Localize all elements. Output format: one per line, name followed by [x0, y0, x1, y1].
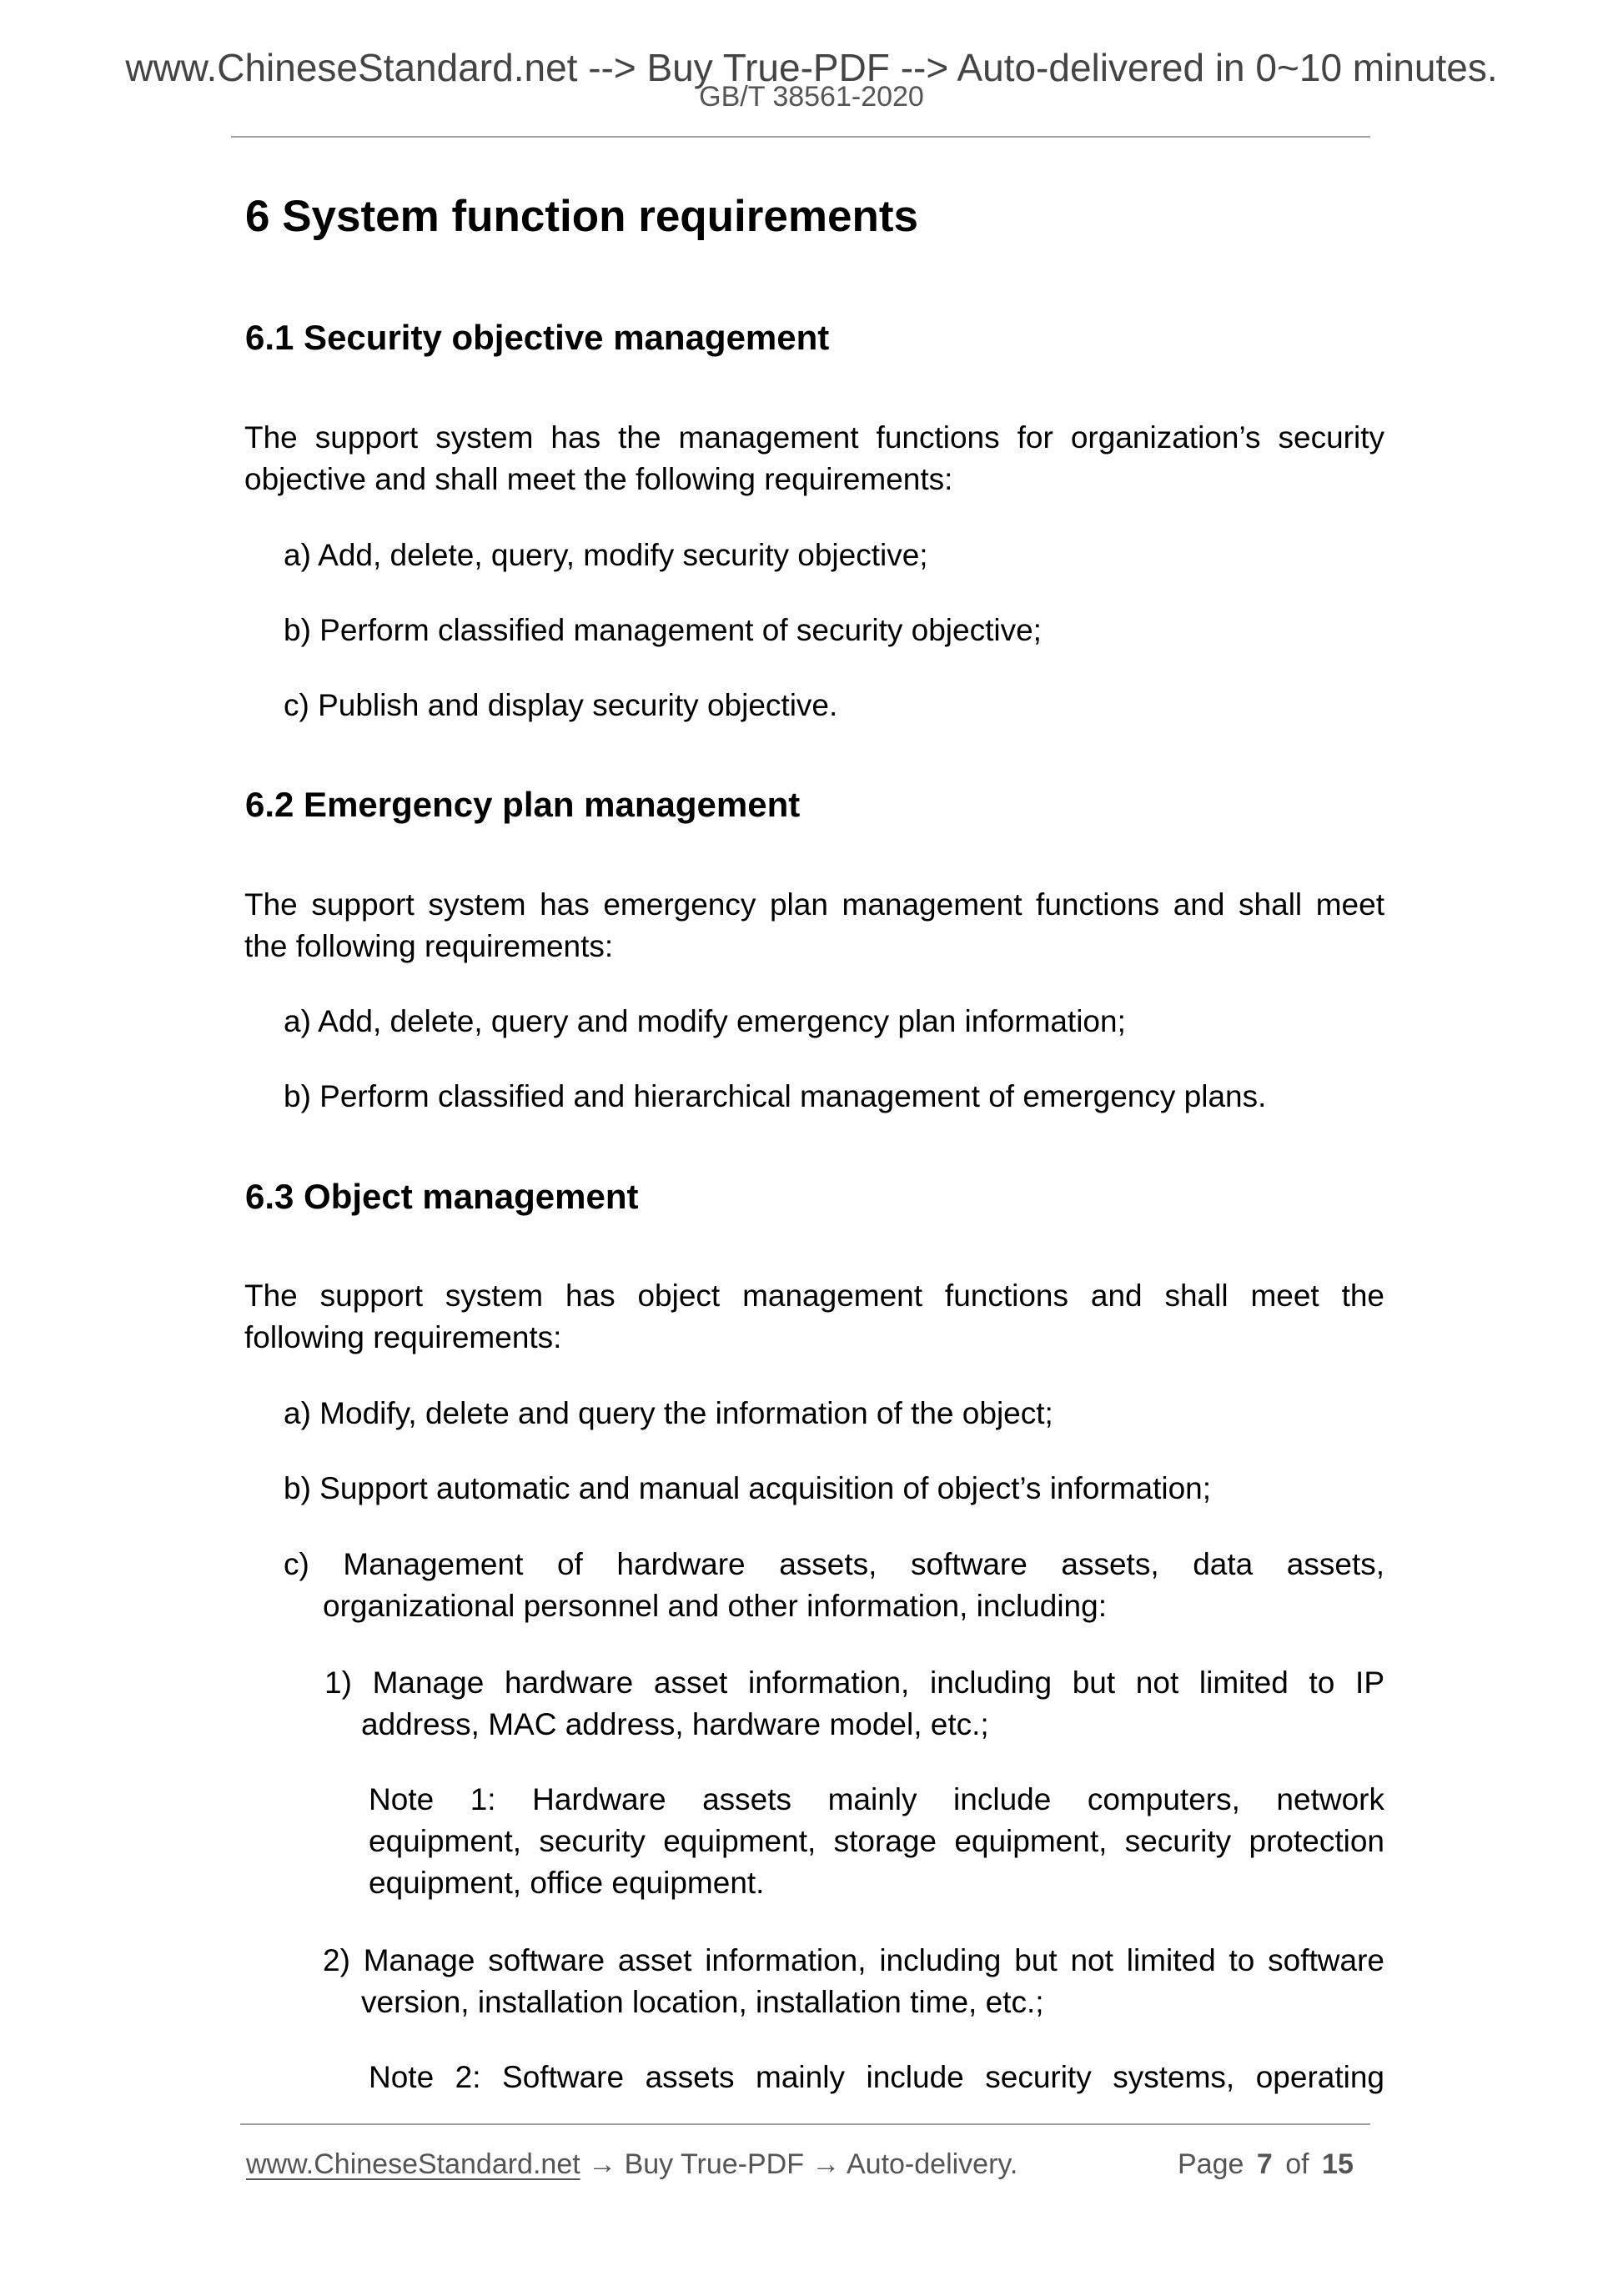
list-item: c) Management of hardware assets, software assets, data assets,: [284, 1547, 1384, 1581]
sub-item: 1) Manage hardware asset information, including but not limited to IP: [324, 1665, 1384, 1700]
paragraph-line: The support system has object management functions and shall meet the: [244, 1279, 1384, 1313]
list-item: b) Support automatic and manual acquisition of object’s information;: [284, 1471, 1212, 1505]
footer-site-link[interactable]: www.ChineseStandard.net: [246, 2148, 580, 2180]
list-item: b) Perform classified management of security objective;: [284, 613, 1042, 647]
footer-divider: [240, 2123, 1370, 2125]
note-line: Note 2: Software assets mainly include security systems, operating: [369, 2060, 1384, 2094]
standard-code: GB/T 38561-2020: [699, 81, 924, 113]
paragraph-line: objective and shall meet the following requirements:: [244, 462, 953, 496]
paragraph-line: The support system has emergency plan management functions and shall meet: [244, 887, 1384, 922]
chapter-title: 6 System function requirements: [245, 192, 918, 241]
sub-item-continuation: version, installation location, installation time, etc.;: [361, 1985, 1044, 2019]
note-line: equipment, office equipment.: [369, 1866, 765, 1900]
sub-item: 2) Manage software asset information, including but not limited to software: [323, 1943, 1384, 1977]
list-item: a) Add, delete, query and modify emergency plan information;: [284, 1004, 1126, 1038]
list-item-continuation: organizational personnel and other information, including:: [323, 1589, 1107, 1623]
site-banner: www.ChineseStandard.net --> Buy True-PDF --> Auto-delivered in 0~10 minutes.: [125, 46, 1498, 89]
list-item: a) Modify, delete and query the information of the object;: [284, 1396, 1053, 1430]
paragraph-line: following requirements:: [244, 1320, 562, 1354]
note-line: equipment, security equipment, storage equipment, security protection: [369, 1824, 1384, 1858]
page-of-label: of: [1285, 2148, 1309, 2180]
footer-left: [246, 2150, 1018, 2178]
header-divider: [231, 136, 1370, 138]
footer-tail-text: → Buy True-PDF → Auto-delivery.: [580, 2148, 1018, 2180]
list-item: b) Perform classified and hierarchical management of emergency plans.: [284, 1079, 1267, 1113]
list-item: c) Publish and display security objective.: [284, 688, 838, 722]
section-title-6-3: 6.3 Object management: [245, 1177, 639, 1216]
page-label: Page: [1178, 2148, 1244, 2180]
list-item: a) Add, delete, query, modify security objective;: [284, 538, 928, 572]
section-title-6-1: 6.1 Security objective management: [245, 318, 830, 357]
note-line: Note 1: Hardware assets mainly include computers, network: [369, 1782, 1384, 1816]
paragraph-line: the following requirements:: [244, 929, 614, 963]
page-current: 7: [1256, 2148, 1273, 2180]
sub-item-continuation: address, MAC address, hardware model, etc.;: [361, 1707, 989, 1741]
section-title-6-2: 6.2 Emergency plan management: [245, 785, 801, 824]
paragraph-line: The support system has the management functions for organization’s security: [244, 420, 1384, 455]
page-indicator: [1178, 2150, 1354, 2178]
page-total: 15: [1322, 2148, 1354, 2180]
